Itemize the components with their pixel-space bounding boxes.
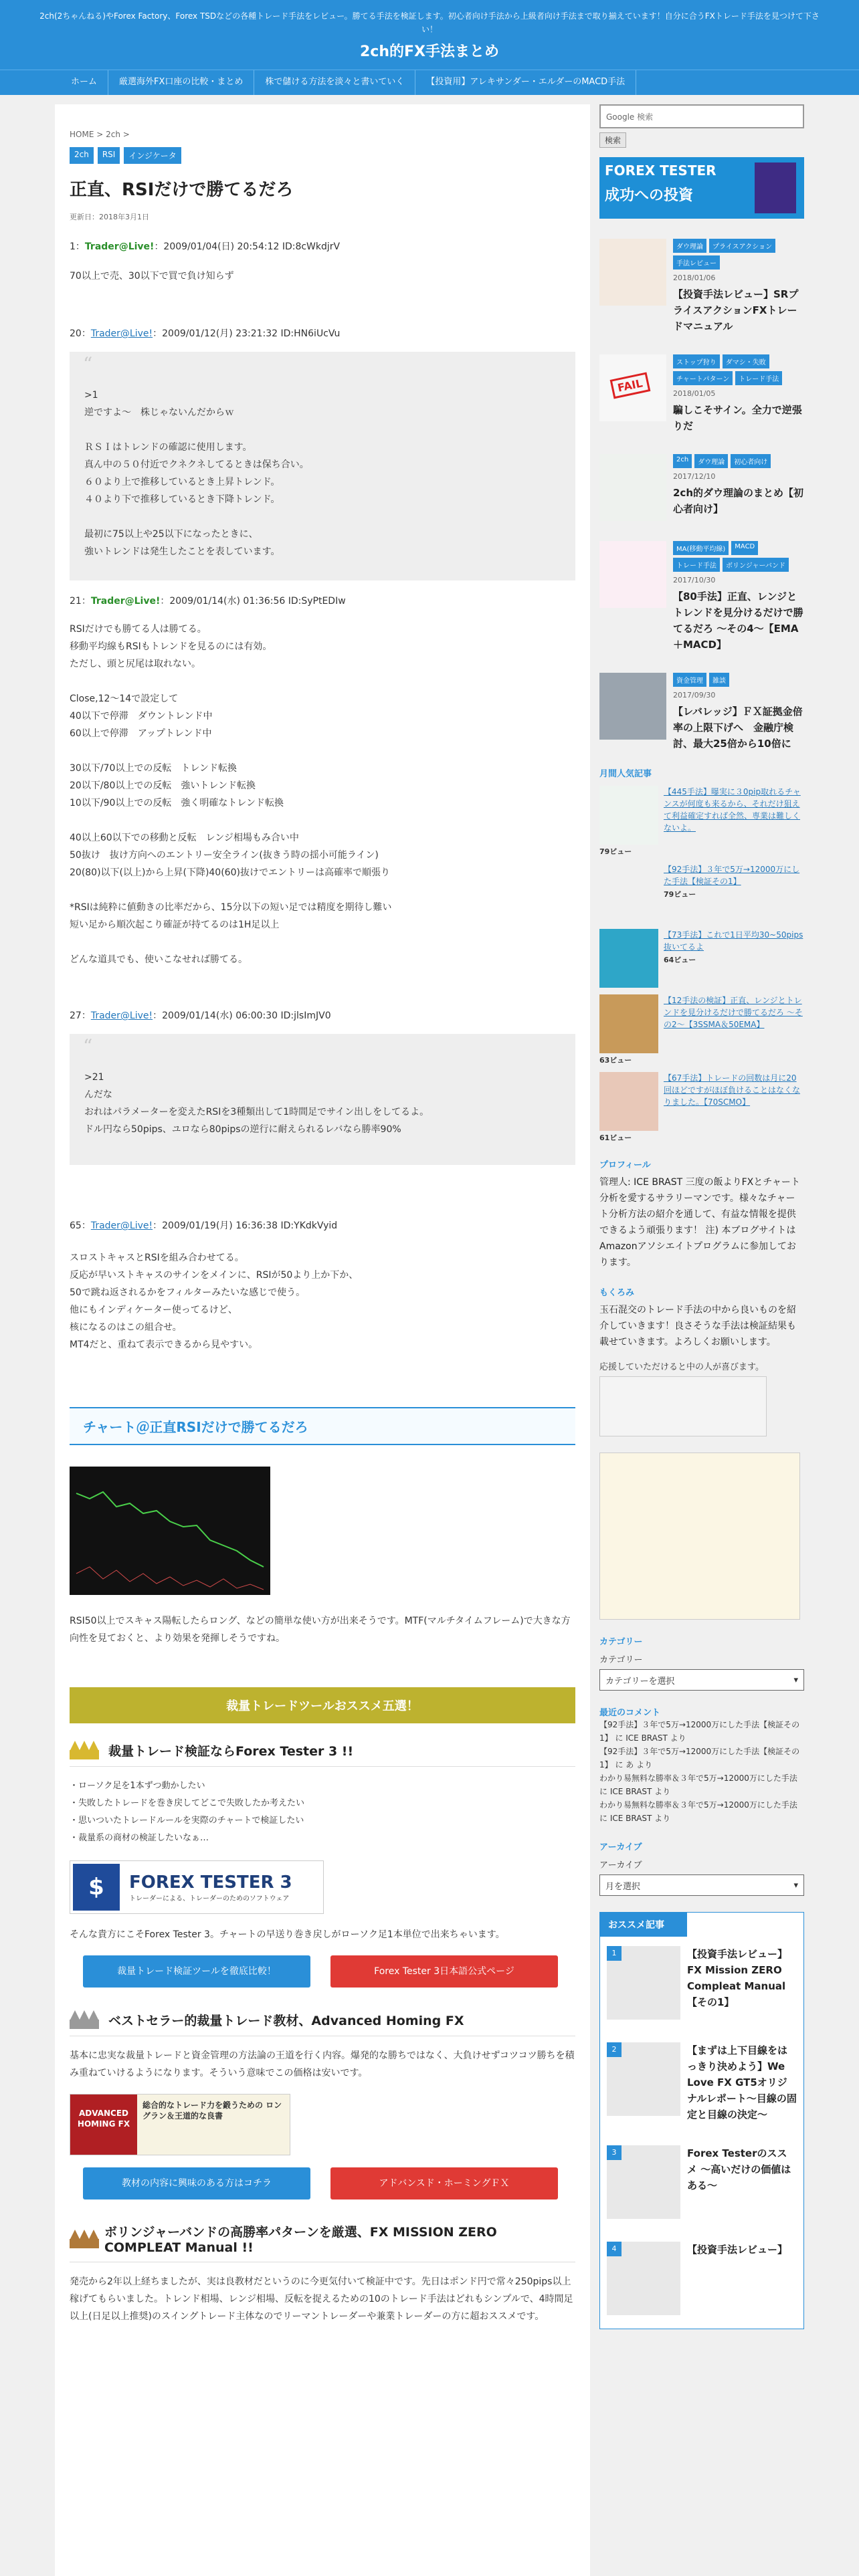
entry-tag[interactable]: プライスアクション — [709, 239, 775, 253]
tag-2ch[interactable]: 2ch — [70, 147, 94, 164]
ad-title: FOREX TESTER — [605, 163, 717, 179]
bullet-list — [70, 1778, 575, 1847]
rank-number: 2 — [607, 2042, 622, 2057]
entry-date: 2017/09/30 — [673, 691, 716, 700]
archive-heading: アーカイブ — [599, 1842, 642, 1852]
entry-tag[interactable]: MACD — [731, 541, 758, 555]
rec-description: 発売から2年以上経ちましたが、実は良教材だというのに今更気付いて検証中です。先日はポンド円で常々250pips以上稼げてもらいました。トレンド相場、レンジ相場、反転を捉えるための10のトレード手法はどれもシンプルで、4時間足以上(日足以上推奨)のスイングトレード主体なのでリーマントレーダーや兼業トレーダーの方に超おススメです。 — [70, 2276, 573, 2322]
ranking-title[interactable]: 【92手法】３年で5万→12000万にした手法【検証その1】 — [664, 865, 800, 886]
site-header — [0, 0, 859, 70]
nav-item-home[interactable]: ホーム — [60, 70, 108, 95]
entry-title[interactable]: 【80手法】正直、レンジとトレンドを見分けるだけで勝てるだろ 〜その4〜【EMA＋MACD】 — [673, 591, 803, 651]
nav-item-macd[interactable]: 【投資用】アレキサンダー・エルダーのMACD手法 — [415, 70, 636, 95]
ranking-item[interactable] — [599, 863, 804, 922]
quote-block — [70, 1034, 575, 1165]
entry-title[interactable]: 2ch的ダウ理論のまとめ【初心者向け】 — [673, 487, 804, 515]
rec-article[interactable] — [600, 1937, 803, 2033]
comment-item[interactable]: わかり易無料な勝率＆３年で5万→12000万にした手法 に ICE BRAST より — [599, 1774, 797, 1796]
chevron-down-icon: ▾ — [793, 1675, 798, 1685]
category-heading: カテゴリー — [599, 1637, 643, 1647]
view-count: 61ビュー — [599, 1134, 632, 1142]
rank-number: 4 — [607, 2242, 622, 2256]
post-body: スロストキャスとRSIを組み合わせてる。 反応が早いストキャスのサインをメインに、RSIが50より上か下か、 50で跳ね返されるかをフィルターみたいな感じで使う。 他にもインディケーター使ってるけど、 核になるのはこの組合せ。 MT4だと、重ねて表示できるから見やすい。 — [70, 1253, 359, 1350]
profile-heading: プロフィール — [599, 1160, 651, 1170]
ranking-title[interactable]: 【67手法】トレードの回数は月に20回ほどですがほぼ負けることはなくなりました。【70SCMO】 — [664, 1073, 801, 1107]
comment-item[interactable]: わかり易無料な勝率＆３年で5万→12000万にした手法 に ICE BRAST より — [599, 1800, 797, 1823]
entry-date: 2018/01/06 — [673, 274, 716, 282]
post-number: 1： — [70, 241, 85, 252]
ranking-thumbnail — [599, 786, 658, 845]
archive-select[interactable] — [599, 1874, 804, 1896]
silver-crown-icon — [70, 2010, 99, 2029]
post-header — [70, 594, 575, 607]
entry-tag[interactable]: 資金管理 — [673, 673, 706, 687]
entry-title[interactable]: 【投資手法レビュー】SRプライスアクションFXトレードマニュアル — [673, 288, 799, 332]
nav-item-fx-accounts[interactable]: 厳選海外FX口座の比較・まとめ — [108, 70, 254, 95]
entry-tag[interactable]: トレード手法 — [735, 371, 782, 385]
site-title[interactable]: 2ch的FX手法まとめ — [359, 43, 499, 60]
site-description: 2ch(2ちゃんねる)やForex Factory、Forex TSDなどの各種トレード手法をレビュー。勝てる手法を検証します。初心者向け手法から上級者向け手法まで取り揃えています！自分に合うFXトレード手法を見つけて下さい！ — [39, 11, 820, 34]
entry-tag[interactable]: ダマシ・失敗 — [723, 354, 769, 368]
rec-heading-text: ベストセラー的裁量トレード教材、Advanced Homing FX — [108, 2013, 464, 2028]
quote-block — [70, 352, 575, 580]
ranking-thumbnail — [599, 929, 658, 988]
forex-tester-banner[interactable] — [70, 1860, 324, 1914]
rec-article-title[interactable]: 【投資手法レビュー】 — [687, 2244, 788, 2256]
homing-details-button[interactable]: 教材の内容に興味のある方はコチラ — [83, 2167, 310, 2199]
archive-select-value: 月を選択 — [605, 1881, 641, 1892]
rec-heading-text: 裁量トレード検証ならForex Tester 3 !! — [108, 1743, 354, 1759]
entry-tag[interactable]: トレード手法 — [673, 558, 720, 572]
search-input[interactable]: Google 検索 — [599, 104, 804, 128]
entry-title[interactable]: 【レバレッジ】ＦＸ証拠金倍率の上限下げへ 金融庁検討、最大25倍から10倍に — [673, 706, 803, 750]
view-count: 64ビュー — [664, 956, 696, 964]
rec-description: 基本に忠実な裁量トレードと資金管理の方法論の王道を行く内容。爆発的な勝ちではなく、大負けせずコツコツ勝ちを積み重ねていけるようになります。そういう意味でこの価格は安いです。 — [70, 2050, 575, 2078]
ranking-banner-image[interactable] — [599, 1376, 767, 1436]
page-title: 正直、RSIだけで勝てるだろ — [70, 180, 294, 200]
post-header — [70, 1218, 575, 1232]
entry-tag[interactable]: ダウ理論 — [673, 239, 706, 253]
rec-article[interactable] — [600, 2033, 803, 2136]
post-meta: ：2009/01/14(水) 06:00:30 ID:jlsImJV0 — [153, 1010, 331, 1021]
rec-heading-1 — [70, 1741, 575, 1759]
dollar-logo-icon: $ — [73, 1864, 120, 1911]
recent-entry[interactable] — [599, 454, 804, 521]
nav-item-stocks[interactable]: 株で儲ける方法を淡々と書いていく — [254, 70, 415, 95]
rec-article-title[interactable]: 【まずは上下目線をはっきり決めよう】We Love FX GT5オリジナルレポート〜目線の固定と目線の決定〜 — [687, 2044, 797, 2121]
global-nav — [0, 70, 859, 95]
product-tagline: トレーダーによる、トレーダーのためのソフトウェア — [129, 1895, 290, 1903]
homing-logo: ADVANCED HOMING FX — [70, 2095, 137, 2155]
breadcrumb[interactable]: HOME > 2ch > — [70, 130, 130, 139]
entry-date: 2018/01/05 — [673, 389, 716, 398]
homing-official-button[interactable]: アドバンスド・ホーミングＦＸ — [330, 2167, 558, 2199]
ranking-thumbnail — [599, 994, 658, 1053]
button-row — [70, 1955, 575, 1988]
gold-crown-icon — [70, 1741, 99, 1759]
post-number: 65： — [70, 1220, 91, 1231]
rec-description: そんな貴方にこそForex Tester 3。チャートの早送り巻き戻しがローソク足1本単位で出来ちゃいます。 — [70, 1929, 505, 1940]
entry-thumbnail — [599, 354, 666, 421]
divider — [70, 1766, 575, 1767]
button-row — [70, 2167, 575, 2199]
about-heading: もくろみ — [599, 1288, 635, 1298]
ranking-title[interactable]: 【73手法】これで1日平均30~50pips抜いてるよ — [664, 930, 803, 952]
entry-tag[interactable]: ダウ理論 — [694, 454, 728, 468]
entry-tag[interactable]: ボリンジャーバンド — [723, 558, 789, 572]
recent-entry[interactable] — [599, 354, 804, 434]
support-text: 応援していただけると中の人が喜びます。 — [599, 1362, 764, 1372]
entry-thumbnail — [599, 541, 666, 608]
chart-screenshot — [70, 1467, 270, 1595]
article-tags — [70, 147, 575, 164]
recbox-heading: おススメ記事 — [600, 1913, 687, 1937]
sidebar — [599, 104, 804, 2576]
view-count: 79ビュー — [664, 890, 696, 899]
product-name: FOREX TESTER 3 — [129, 1872, 292, 1893]
rank-number: 1 — [607, 1946, 622, 1961]
ranking-item[interactable] — [599, 786, 804, 845]
fail-stamp: FAIL — [610, 372, 650, 399]
comments-heading: 最近のコメント — [599, 1708, 661, 1718]
ranking-item[interactable] — [599, 994, 804, 1053]
rec-heading-text: ボリンジャーバンドの高勝率パターンを厳選、FX MISSION ZERO COMPLEAT Manual !! — [104, 2225, 497, 2255]
list-item: ・裁量系の商材の検証したいなぁ… — [70, 1833, 209, 1843]
recent-entry[interactable] — [599, 673, 804, 752]
rec-heading-3 — [70, 2222, 575, 2255]
view-count: 79ビュー — [599, 847, 632, 856]
entry-tag[interactable]: 雑談 — [709, 673, 729, 687]
category-select-value: カテゴリーを選択 — [605, 1676, 675, 1687]
ranking-heading: 月間人気記事 — [599, 769, 652, 779]
list-item: ・ローソク足を1本ずつ動かしたい — [70, 1781, 205, 1791]
poster-name-link[interactable]: Trader@Live! — [90, 1010, 153, 1021]
post-meta: ：2009/01/04(日) 20:54:12 ID:8cWkdjrV — [154, 241, 341, 252]
chevron-down-icon: ▾ — [793, 1880, 798, 1891]
view-count: 63ビュー — [599, 1056, 632, 1065]
post-header — [70, 239, 575, 253]
ranking-title[interactable]: 【12手法の検証】正直、レンジとトレンドを見分けるだけで勝てるだろ 〜その2〜【3SSMA＆50EMA】 — [664, 996, 803, 1029]
quote-icon: “ — [83, 353, 93, 375]
candlestick-chart-image — [70, 1467, 270, 1595]
about-text: 玉石混交のトレード手法の中から良いものを紹介していきます！良さそうな手法は検証結果も載せていきます。よろしくお願いします。 — [599, 1305, 796, 1348]
recommend-banner: 裁量トレードツールおススメ五選！ — [70, 1687, 575, 1723]
ranking-thumbnail — [599, 863, 658, 922]
quote-text: >21 んだな おれはパラメーターを変えたRSIを3種類出して1時間足でサイン出しをしてるよ。 ドル円なら50pips、ユロなら80pipsの逆行に耐えられるレバなら勝率90% — [84, 1072, 430, 1135]
post-header — [70, 1008, 575, 1022]
entry-tag[interactable]: 2ch — [673, 454, 692, 468]
fx-mission-zero-ad[interactable] — [599, 1453, 800, 1620]
tag-indicator[interactable]: インジケータ — [124, 147, 181, 164]
poster-name: Trader@Live! — [84, 241, 155, 252]
ranking-title[interactable]: 【445手法】曝実に３0pip取れるチャンスが何度も来るから、それだけ狙えて利益確定すれば全然、専業は難しくないよ。 — [664, 787, 801, 833]
forex-tester-ad[interactable] — [599, 157, 804, 219]
rec-article[interactable] — [600, 2232, 803, 2329]
homing-tagline: 総合的なトレード力を鍛うための ロングラン＆王道的な良書 — [137, 2095, 290, 2155]
archive-label: アーカイブ — [599, 1860, 642, 1870]
product-box-image — [755, 163, 796, 213]
chart-caption: RSI50以上でスキャス陽転したらロング、などの簡単な使い方が出来そうです。MTF(マルチタイムフレーム)で大きな方向性を見ておくと、より効果を発揮しそうですね。 — [70, 1616, 571, 1644]
post-body: 70以上で売、30以下で買で負け知らず — [70, 271, 234, 282]
post-header — [70, 326, 575, 340]
main-content — [55, 104, 590, 2576]
recent-entry[interactable] — [599, 541, 804, 653]
list-item: ・失敗したトレードを巻き戻してどこで失敗したか考えたい — [70, 1798, 305, 1808]
entry-date: 2017/10/30 — [673, 576, 716, 584]
comment-item[interactable]: 【92手法】３年で5万→12000万にした手法【検証その1】 に ICE BRAST より — [599, 1720, 800, 1743]
rec-article[interactable] — [600, 2136, 803, 2232]
category-label: カテゴリー — [599, 1655, 643, 1665]
profile-text: 管理人: ICE BRAST 三度の飯よりFXとチャート分析を愛するサラリーマンです。様々なチャート分析方法の紹介を通して、有益な情報を提供できるよう頑張ります！ 注) 本ブログサイトはAmazonアソシエイトプログラムに参加しております。 — [599, 1177, 800, 1268]
bronze-crown-icon — [70, 2230, 95, 2248]
post-number: 27： — [70, 1010, 91, 1021]
post-meta: ：2009/01/12(月) 23:21:32 ID:HN6iUcVu — [153, 328, 341, 339]
list-item: ・思いついたトレードルールを実際のチャートで検証したい — [70, 1816, 304, 1826]
entry-thumbnail — [599, 239, 666, 306]
poster-name-link[interactable]: Trader@Live! — [90, 1220, 153, 1231]
entry-thumbnail — [599, 673, 666, 740]
poster-name-link[interactable]: Trader@Live! — [90, 328, 153, 339]
search-button[interactable]: 検索 — [599, 132, 626, 148]
entry-title[interactable]: 騙しこそサイン。全力で逆張りだ — [673, 404, 802, 432]
category-select[interactable] — [599, 1669, 804, 1691]
entry-thumbnail — [599, 454, 666, 521]
entry-tag[interactable]: 初心者向け — [731, 454, 771, 468]
post-meta: ：2009/01/19(月) 16:36:38 ID:YKdkVyid — [153, 1220, 338, 1231]
rank-number: 3 — [607, 2145, 622, 2160]
entry-tag[interactable]: MA(移動平均線) — [673, 541, 729, 555]
poster-name: Trader@Live! — [90, 596, 161, 607]
updated-date: 更新日：2018年3月1日 — [70, 213, 149, 221]
recommended-articles — [599, 1912, 804, 2329]
ranking-item[interactable] — [599, 929, 804, 988]
tag-rsi[interactable]: RSI — [98, 147, 120, 164]
post-number: 20： — [70, 328, 91, 339]
rec-article-title[interactable]: 【投資手法レビュー】FX Mission ZERO Compleat Manual 【その1】 — [687, 1948, 788, 2008]
forex-tester-official-button[interactable]: Forex Tester 3日本語公式ページ — [330, 1955, 558, 1988]
entry-tag[interactable]: ストップ狩り — [673, 354, 720, 368]
post-number: 21： — [70, 596, 91, 607]
entry-date: 2017/12/10 — [673, 472, 716, 481]
rec-article-title[interactable]: Forex Testerのススメ 〜高いだけの価値はある〜 — [687, 2147, 791, 2191]
compare-tools-button[interactable]: 裁量トレード検証ツールを徹底比較！ — [83, 1955, 310, 1988]
recent-entry[interactable] — [599, 239, 804, 334]
ranking-item[interactable] — [599, 1072, 804, 1131]
rec-heading-2 — [70, 2010, 575, 2029]
post-meta: ：2009/01/14(水) 01:36:56 ID:SyPtEDIw — [160, 596, 346, 607]
entry-tag[interactable]: チャートパターン — [673, 371, 733, 385]
comment-item[interactable]: 【92手法】３年で5万→12000万にした手法【検証その1】 に あ より — [599, 1747, 800, 1769]
quote-text: >1 逆ですよ〜 株じゃないんだからｗ ＲＳＩはトレンドの確認に使用します。 真ん中の５０付近でクネクネしてるときは保ち合い。 ６０より上で推移しているとき上昇トレンド。 ４０より下で推移しているとき下降トレンド。 最初に75以上や25以下になったときに、 強いトレンドは発生したことを表しています。 — [84, 390, 309, 557]
ad-subtitle: 成功への投資 — [605, 187, 694, 204]
post-body: RSIだけでも勝てる人は勝てる。 移動平均線もRSIもトレンドを見るのには有効。 ただし、頭と尻尾は取れない。 Close,12〜14で設定して 40以下で停滞 ダウントレンド中 60以上で停滞 アップトレンド中 30以下/70以上での反転 トレンド転換 20以下/80以上での反転 強いトレンド転換 10以下/90以上での反転 強く明確なトレンド転換 40以上60以下での移動と反転 レンジ相場もみ合い中 50抜け 抜け方向へのエントリー安全ライン(抜きう時の揺小可能ライン) 20(80)以下(以上)から上昇(下降)40(60)抜けでエントリーは高確率で順張り *RSIは純粋に値動きの比率だから、15分以下の短い足では精度を期待し難い 短い足から順次起こり確証が持てるのは1H足以上 どんな道具でも、使いこなせれば勝てる。 — [70, 624, 392, 965]
advanced-homing-banner[interactable] — [70, 2094, 290, 2155]
entry-tag[interactable]: 手法レビュー — [673, 255, 720, 270]
section-heading: チャート＠正直RSIだけで勝てるだろ — [70, 1407, 575, 1445]
quote-icon: “ — [83, 1035, 93, 1057]
ranking-thumbnail — [599, 1072, 658, 1131]
